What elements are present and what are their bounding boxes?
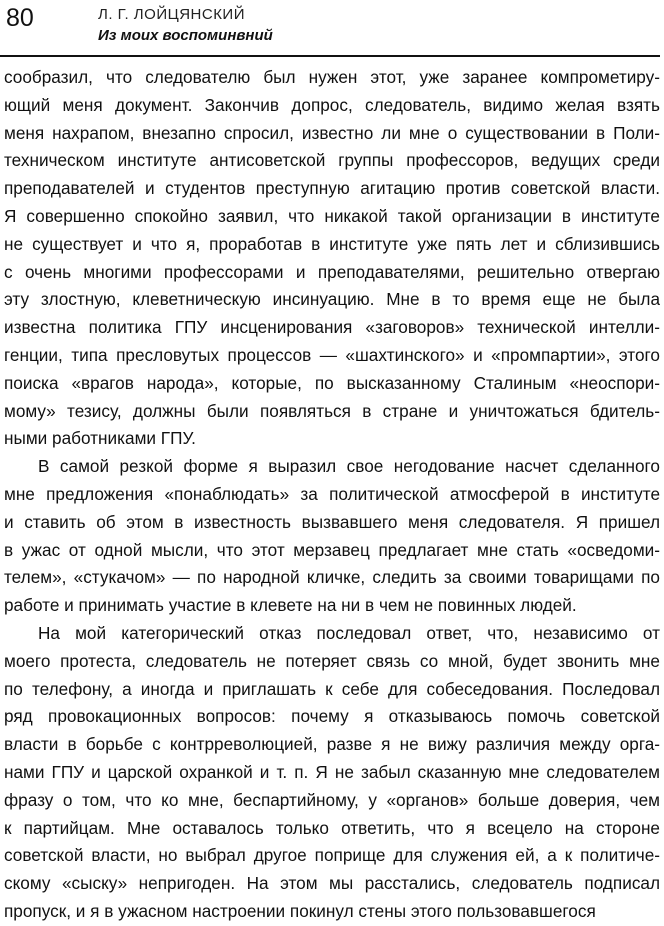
- paragraph-line: сообразил, что следователю был нужен этот, уже заранее компрометиру-: [4, 67, 660, 87]
- paragraph-line: На мой категорический отказ последовал ответ, что, независимо от: [38, 622, 660, 643]
- paragraph-line: к партийцам. Мне оставалось только ответить, что я всецело на стороне: [4, 817, 660, 838]
- paragraph-line: ющий меня документ. Закончив допрос, следователь, видимо желая взять: [4, 94, 660, 115]
- paragraph-line: с очень многими профессорами и преподавателями, решительно отвергаю: [4, 261, 660, 282]
- running-head-author: Л. Г. ЛОЙЦЯНСКИЙ: [98, 6, 245, 23]
- paragraph-line: нами ГПУ и царской охранкой и т. п. Я не забыл сказанную мне следователем: [4, 761, 660, 782]
- paragraph-line: эту злостную, клеветническую инсинуацию. Мне в то время еще не была: [4, 289, 660, 310]
- paragraph-line: В самой резкой форме я выразил свое негодование насчет сделанного: [38, 456, 660, 477]
- paragraph-line: по телефону, а иногда и приглашать к себе для собеседования. Последовал: [4, 678, 660, 699]
- paragraph-line: советской власти, но выбрал другое поприще для служения ей, а к политиче-: [4, 845, 660, 866]
- paragraph-line: меня нахрапом, внезапно спросил, известно ли мне о существовании в Поли-: [4, 122, 660, 143]
- paragraph-line: ряд провокационных вопросов: почему я отказываюсь помочь советской: [4, 706, 660, 727]
- paragraph-line: скому «сыску» непригоден. На этом мы расстались, следователь подписал: [4, 873, 660, 894]
- paragraph-line: Я совершенно спокойно заявил, что никакой такой организации в институте: [4, 205, 660, 226]
- paragraph-line: техническом институте антисоветской группы профессоров, ведущих среди: [4, 150, 660, 171]
- paragraph-line: работе и принимать участие в клевете на ни в чем не повинных людей.: [4, 595, 577, 616]
- paragraph-line: мне предложения «понаблюдать» за политической атмосферой в институте: [4, 483, 660, 504]
- running-head-title: Из моих воспоминвний: [98, 27, 273, 44]
- paragraph-line: моего протеста, следователь не потеряет связь со мной, будет звонить мне: [4, 650, 660, 671]
- paragraph-line: власти в борьбе с контрреволюцией, разве я не вижу различия между орга-: [4, 734, 660, 755]
- paragraph-line: телем», «стукачом» — по народной кличке, следить за своими товарищами по: [4, 567, 660, 588]
- body-text: [4, 64, 660, 926]
- page-number: 80: [6, 4, 34, 32]
- paragraph-line: известна политика ГПУ инсценирования «заговоров» технической интелли-: [4, 317, 660, 338]
- paragraph-line: поиска «врагов народа», которые, по высказанному Сталиным «неоспори-: [4, 372, 660, 393]
- paragraph-line: генции, типа пресловутых процессов — «шахтинского» и «промпартии», этого: [4, 344, 660, 365]
- paragraph-line: фразу о том, что ко мне, беспартийному, у «органов» больше доверия, чем: [4, 789, 660, 810]
- paragraph-line: не существует и что я, проработав в институте уже пять лет и сблизившись: [4, 233, 660, 254]
- header-rule: [0, 55, 660, 57]
- paragraph-line: мому» тезису, должны были появляться в стране и уничтожаться бдитель-: [4, 400, 660, 421]
- paragraph-line: пропуск, и я в ужасном настроении покинул стены этого пользовавшегося: [4, 900, 596, 921]
- paragraph-line: ными работниками ГПУ.: [4, 428, 196, 449]
- paragraph-line: в ужас от одной мысли, что этот мерзавец предлагает мне стать «осведоми-: [4, 539, 660, 560]
- paragraph-line: и ставить об этом в известность вызвавшего меня следователя. Я пришел: [4, 511, 660, 532]
- paragraph-line: преподавателей и студентов преступную агитацию против советской власти.: [4, 178, 660, 199]
